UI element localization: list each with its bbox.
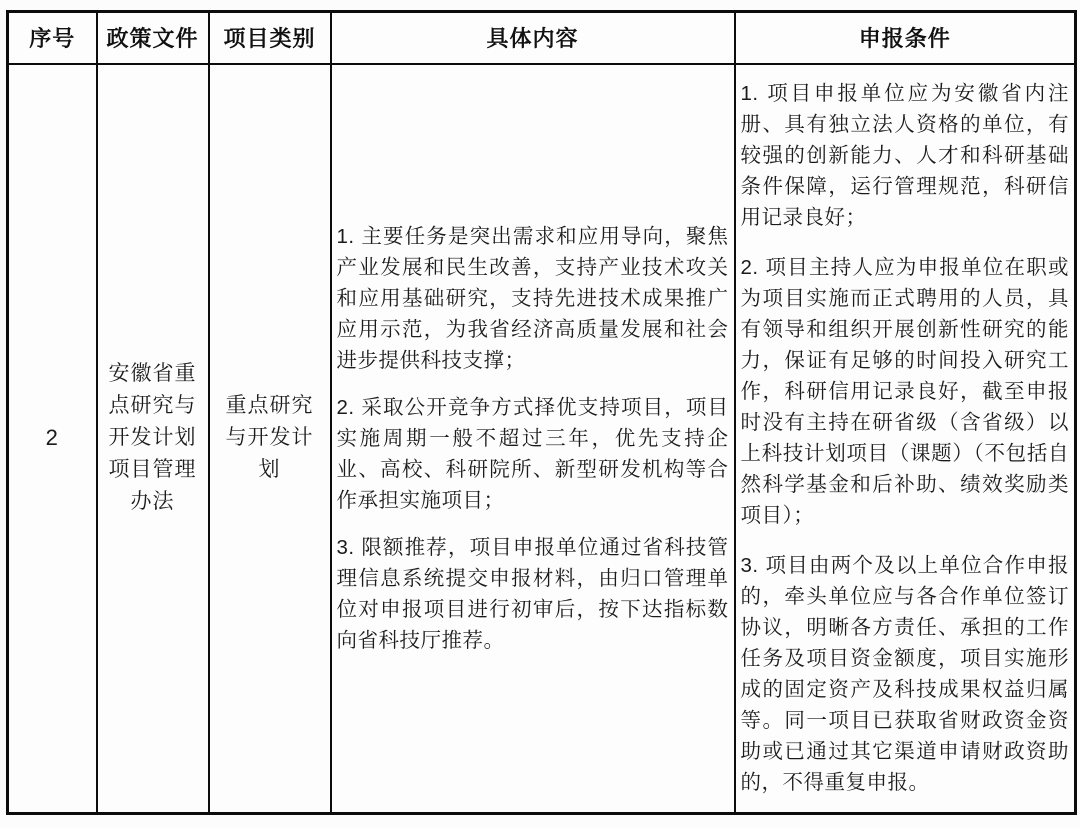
table-row [8,64,1076,814]
policy-document-cell: 安徽省重点研究与开发计划项目管理办法 [97,64,209,814]
conditions-paragraph-3: 3. 项目由两个及以上单位合作申报的，牵头单位应与各合作单位签订协议，明晰各方责任、承担的工作任务及项目资金额度，项目实施形成的固定资产及科技成果权益归属等。同一项目已获取省财政资金资助或已通过其它渠道申请财政资助的，不得重复申报。 [740,554,1069,795]
col-header-conditions: 申报条件 [735,12,1076,64]
conditions-paragraph-2: 2. 项目主持人应为申报单位在职或为项目实施而正式聘用的人员，具有领导和组织开展创新性研究的能力，保证有足够的时间投入研究工作，科研信用记录良好，截至申报时没有主持在研省级（含省级）以上科技计划项目（课题）（不包括自然科学基金和后补助、绩效奖励类项目）； [740,256,1069,528]
col-header-project-category: 项目类别 [209,12,331,64]
project-category-cell: 重点研究与开发计划 [209,64,331,814]
content-paragraph-2: 2. 采取公开竞争方式择优支持项目，项目实施周期一般不超过三年，优先支持企业、高校、科研院所、新型研发机构等合作承担实施项目； [336,395,729,512]
col-header-content: 具体内容 [331,12,735,64]
conditions-cell [735,64,1076,814]
table-header-row [8,12,1076,64]
col-header-index: 序号 [8,12,97,64]
conditions-paragraph-1: 1. 项目申报单位应为安徽省内注册、具有独立法人资格的单位，有较强的创新能力、人才和科研基础条件保障，运行管理规范，科研信用记录良好； [740,82,1069,230]
content-cell [331,64,735,814]
row-index-cell: 2 [8,64,97,814]
content-paragraph-1: 1. 主要任务是突出需求和应用导向，聚焦产业发展和民生改善，支持产业技术攻关和应用基础研究，支持先进技术成果推广应用示范，为我省经济高质量发展和社会进步提供科技支撑； [336,224,729,372]
col-header-policy-document: 政策文件 [97,12,209,64]
policy-table [6,10,1077,815]
content-paragraph-3: 3. 限额推荐，项目申报单位通过省科技管理信息系统提交申报材料，由归口管理单位对申报项目进行初审后，按下达指标数向省科技厅推荐。 [336,535,729,652]
